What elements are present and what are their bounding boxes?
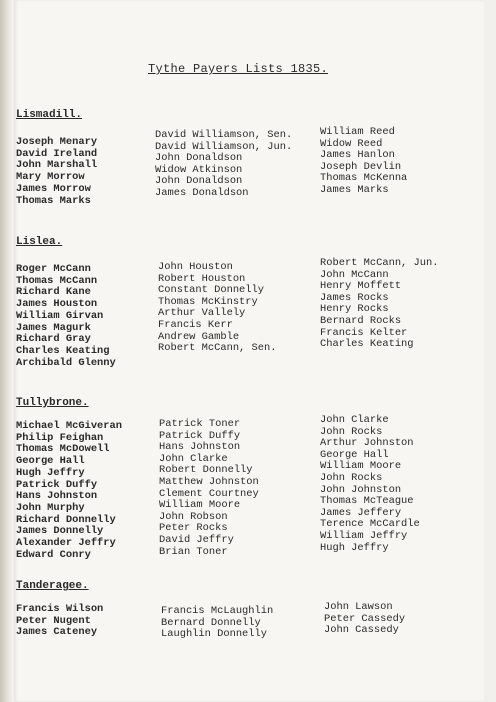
name-entry: Thomas McKenna	[320, 172, 408, 185]
name-entry: Edward Conry	[16, 548, 91, 561]
name-entry: James Cateney	[16, 626, 98, 639]
name-entry: Bernard Rocks	[320, 314, 402, 327]
name-entry: John Clarke	[320, 414, 389, 426]
name-entry: Peter Nugent	[16, 614, 91, 627]
name-entry: Robert Houston	[158, 272, 246, 285]
name-entry: Patrick Duffy	[159, 429, 241, 442]
name-entry: Charles Keating	[320, 338, 414, 351]
book-binding-edge	[0, 0, 12, 702]
name-entry: Constant Donnelly	[158, 284, 265, 297]
name-entry: Robert Donnelly	[159, 464, 253, 477]
name-entry: George Hall	[320, 448, 389, 461]
section-heading-tanderagee: Tanderagee.	[16, 580, 89, 592]
name-entry: Francis Kerr	[158, 318, 233, 331]
name-entry: Andrew Gamble	[158, 330, 240, 343]
name-entry: Patrick Duffy	[16, 478, 98, 491]
name-entry: David Jeffry	[159, 533, 234, 546]
name-entry: James Jeffery	[320, 506, 402, 519]
name-entry: John Marshall	[16, 159, 98, 172]
name-entry: John Robson	[159, 510, 228, 523]
name-entry: Hugh Jeffry	[320, 541, 389, 554]
name-entry: James Magurk	[16, 321, 91, 334]
name-entry: Thomas Marks	[16, 194, 91, 207]
name-entry: John Lawson	[324, 601, 393, 613]
name-entry: Henry Moffett	[320, 280, 402, 293]
name-entry: John Rocks	[320, 471, 383, 484]
name-column-3	[320, 415, 420, 554]
name-entry: Francis Kelter	[320, 326, 408, 339]
name-entry: John Clarke	[159, 452, 228, 465]
section-heading-lismadill: Lismadill.	[16, 109, 83, 121]
name-entry: Bernard Donnelly	[161, 616, 261, 629]
name-entry: Thomas McTeague	[320, 495, 414, 508]
name-entry: John Donaldson	[155, 152, 243, 165]
name-entry: John Johnston	[320, 483, 402, 496]
name-entry: Philip Feighan	[16, 431, 104, 444]
name-entry: Hans Johnston	[159, 441, 241, 454]
name-entry: William Reed	[320, 126, 395, 138]
name-entry: John McCann	[320, 268, 389, 281]
name-entry: Matthew Johnston	[159, 475, 259, 488]
name-entry: David Williamson, Sen.	[155, 129, 293, 141]
name-entry: Francis Wilson	[16, 603, 104, 615]
name-entry: William Moore	[320, 460, 402, 473]
name-entry: David Williamson, Jun.	[155, 140, 293, 153]
name-entry: Thomas McDowell	[16, 443, 110, 456]
name-entry: John Rocks	[320, 425, 383, 438]
name-entry: Thomas McCann	[16, 274, 98, 287]
name-entry: Mary Morrow	[16, 171, 85, 184]
name-entry: Peter Cassedy	[324, 612, 406, 625]
name-entry: Terence McCardle	[320, 518, 420, 531]
name-column-3	[320, 127, 407, 197]
page-title: Tythe Payers Lists 1835.	[148, 62, 329, 76]
name-entry: John Houston	[158, 261, 233, 273]
name-entry: David Ireland	[16, 147, 98, 160]
name-entry: James Donaldson	[155, 186, 249, 199]
section-heading-lislea: Lislea.	[16, 236, 63, 248]
name-entry: William Moore	[159, 499, 241, 512]
name-entry: James Morrow	[16, 182, 91, 195]
name-entry: John Donaldson	[155, 175, 243, 188]
name-column-1	[16, 264, 116, 369]
name-entry: Widow Reed	[320, 137, 383, 150]
name-entry: Joseph Devlin	[320, 160, 402, 173]
name-column-3	[320, 258, 438, 351]
name-entry: William Jeffry	[320, 529, 408, 542]
name-entry: Charles Keating	[16, 344, 110, 357]
name-entry: William Girvan	[16, 309, 104, 322]
name-entry: James Donnelly	[16, 525, 104, 538]
name-entry: James Houston	[16, 298, 98, 311]
name-entry: Robert McCann, Jun.	[320, 257, 439, 269]
name-entry: James Hanlon	[320, 149, 395, 162]
name-column-2	[155, 130, 292, 200]
name-entry: James Marks	[320, 183, 389, 196]
name-column-1	[16, 137, 97, 207]
document-page	[14, 0, 484, 702]
name-entry: Alexander Jeffry	[16, 537, 116, 550]
name-entry: Arthur Vallely	[158, 307, 246, 320]
name-entry: Brian Toner	[159, 545, 228, 558]
name-entry: John Murphy	[16, 501, 85, 514]
name-entry: Richard Donnelly	[16, 513, 116, 526]
name-entry: Hans Johnston	[16, 490, 98, 503]
name-column-2	[158, 262, 276, 355]
name-entry: Clement Courtney	[159, 487, 259, 500]
name-entry: Robert McCann, Sen.	[158, 342, 277, 355]
name-entry: Archibald Glenny	[16, 356, 116, 369]
name-column-2	[161, 606, 273, 641]
name-entry: Richard Kane	[16, 286, 91, 299]
name-entry: Peter Rocks	[159, 522, 228, 535]
section-heading-tullybrone: Tullybrone.	[16, 397, 89, 409]
name-entry: John Cassedy	[324, 624, 399, 637]
name-entry: Richard Gray	[16, 333, 91, 346]
name-entry: Arthur Johnston	[320, 437, 414, 450]
name-entry: Patrick Toner	[159, 418, 241, 430]
name-column-2	[159, 419, 259, 558]
name-entry: James Rocks	[320, 291, 389, 304]
name-entry: Michael McGiveran	[16, 420, 123, 432]
name-entry: Widow Atkinson	[155, 163, 243, 176]
name-column-1	[16, 421, 122, 561]
name-entry: Thomas McKinstry	[158, 295, 258, 308]
name-entry: George Hall	[16, 455, 85, 468]
name-entry: Francis McLaughlin	[161, 605, 274, 617]
name-entry: Joseph Menary	[16, 136, 98, 148]
name-entry: Henry Rocks	[320, 303, 389, 316]
name-entry: Roger McCann	[16, 263, 91, 275]
name-entry: Hugh Jeffry	[16, 466, 85, 479]
name-column-1	[16, 604, 103, 639]
name-entry: Laughlin Donnelly	[161, 628, 268, 641]
name-column-3	[324, 602, 405, 637]
